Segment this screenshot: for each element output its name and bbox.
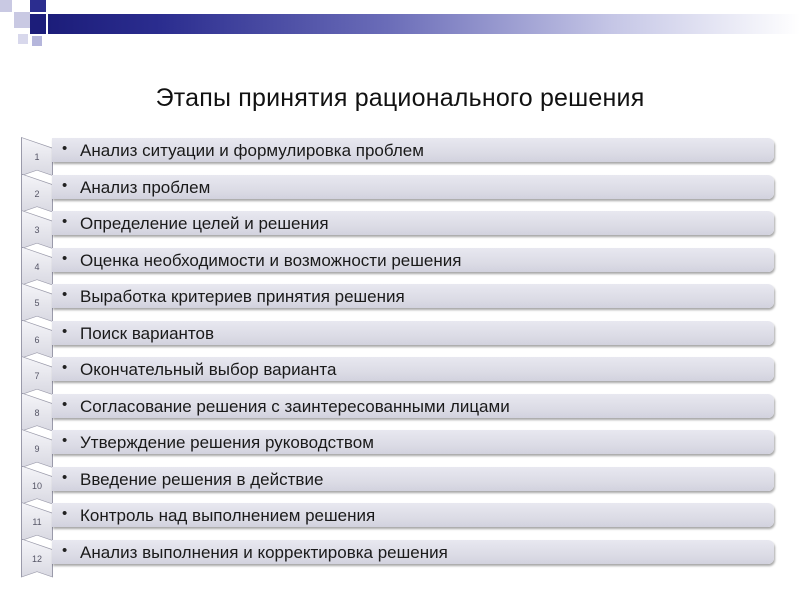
decoration-square xyxy=(0,0,12,12)
bullet-icon: • xyxy=(62,140,68,157)
decoration-square xyxy=(30,0,46,12)
step-item xyxy=(0,284,800,321)
step-item xyxy=(0,321,800,358)
header-gradient-bar xyxy=(48,14,800,34)
step-number: 9 xyxy=(34,444,40,454)
step-number: 1 xyxy=(34,152,40,162)
step-item xyxy=(0,467,800,504)
step-label: Контроль над выполнением решения xyxy=(80,506,376,525)
step-label: Согласование решения с заинтересованными лицами xyxy=(80,396,510,416)
step-number: 12 xyxy=(31,553,42,564)
step-number: 7 xyxy=(34,371,40,381)
decoration-square xyxy=(32,36,42,46)
step-label: Окончательный выбор варианта xyxy=(80,360,337,379)
step-item xyxy=(0,138,800,175)
step-label: Оценка необходимости и возможности решения xyxy=(80,250,462,270)
bullet-icon: • xyxy=(62,176,68,194)
step-number: 11 xyxy=(32,517,42,527)
step-item xyxy=(0,540,800,577)
bullet-icon: • xyxy=(62,395,68,413)
step-number: 8 xyxy=(34,407,40,418)
step-number: 5 xyxy=(34,298,40,308)
bullet-icon: • xyxy=(62,213,68,230)
decoration-square xyxy=(14,12,30,28)
step-item xyxy=(0,430,800,467)
step-label: Выработка критериев принятия решения xyxy=(80,287,405,306)
bullet-icon: • xyxy=(62,505,68,522)
bullet-icon: • xyxy=(62,359,68,376)
step-item xyxy=(0,175,800,212)
bullet-icon: • xyxy=(62,322,68,340)
bullet-icon: • xyxy=(62,432,68,449)
step-label: Анализ ситуации и формулировка проблем xyxy=(80,141,424,160)
step-item xyxy=(0,503,800,540)
step-label: Утверждение решения руководством xyxy=(80,433,374,452)
step-label: Определение целей и решения xyxy=(80,214,329,233)
bullet-icon: • xyxy=(62,249,68,267)
bullet-icon: • xyxy=(62,468,68,486)
step-number: 6 xyxy=(34,334,40,345)
step-item xyxy=(0,357,800,394)
step-item xyxy=(0,248,800,285)
step-number: 10 xyxy=(31,480,42,491)
step-item xyxy=(0,211,800,248)
step-label: Анализ проблем xyxy=(80,177,211,197)
decoration-square xyxy=(18,34,28,44)
step-label: Анализ выполнения и корректировка решения xyxy=(80,542,448,562)
step-number: 4 xyxy=(34,261,40,272)
bullet-icon: • xyxy=(62,286,68,303)
decoration-square xyxy=(30,14,46,34)
slide-title: Этапы принятия рационального решения xyxy=(155,84,645,112)
step-label: Введение решения в действие xyxy=(80,469,324,489)
step-number: 3 xyxy=(34,225,40,235)
bullet-icon: • xyxy=(62,541,68,559)
step-item xyxy=(0,394,800,431)
step-label: Поиск вариантов xyxy=(80,323,214,343)
step-number: 2 xyxy=(34,188,40,199)
